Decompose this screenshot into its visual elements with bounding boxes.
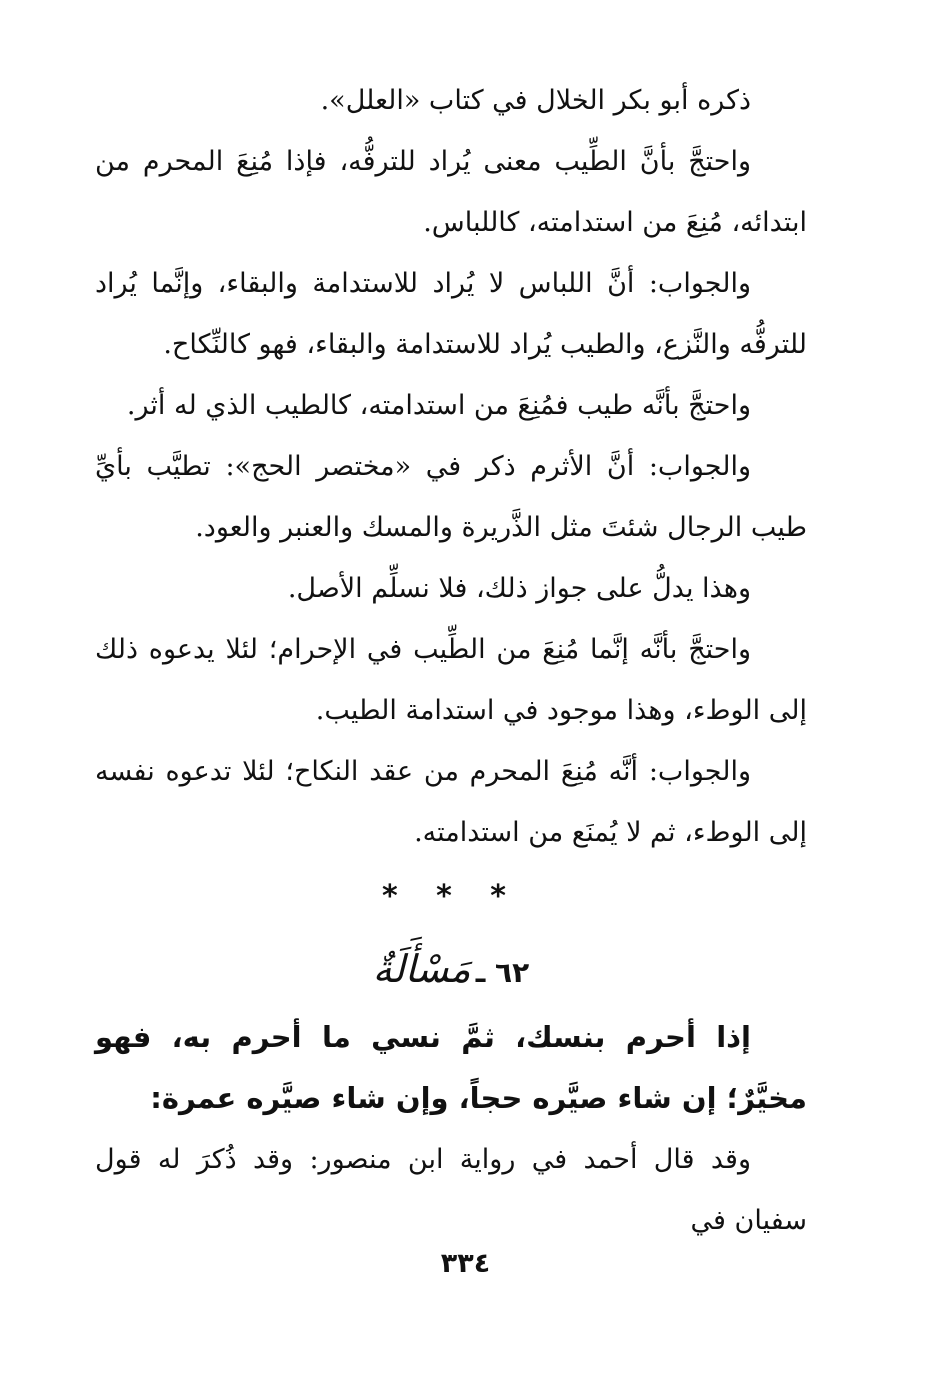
paragraph: واحتجَّ بأنَّه طيب فمُنِعَ من استدامته، كالطيب الذي له أثر. xyxy=(126,390,751,421)
section-separator: * * * xyxy=(382,879,520,914)
issue-number: ٦٢ ـ xyxy=(475,956,530,989)
paragraph: واحتجَّ بأنَّه إنَّما مُنِعَ من الطِّيب في الإحرام؛ لئلا يدعوه ذلك إلى الوطء، وهذا موجود في استدامة الطيب. xyxy=(95,634,807,726)
paragraph: وهذا يدلُّ على جواز ذلك، فلا نسلِّم الأصل. xyxy=(287,573,751,604)
paragraph: ذكره أبو بكر الخلال في كتاب «العلل». xyxy=(320,85,751,116)
issue-heading xyxy=(95,937,807,1001)
issue-title: مَسْأَلَةٌ xyxy=(372,947,471,991)
paragraph: والجواب: أنَّه مُنِعَ المحرم من عقد النكاح؛ لئلا تدعوه نفسه إلى الوطء، ثم لا يُمنَع من استدامته. xyxy=(95,756,807,848)
issue-statement: إذا أحرم بنسك، ثمَّ نسي ما أحرم به، فهو مخيَّرٌ؛ إن شاء صيَّره حجاً، وإن شاء صيَّره عمرة: xyxy=(95,1020,807,1115)
paragraph: وقد قال أحمد في رواية ابن منصور: وقد ذُكرَ له قول سفيان في xyxy=(95,1144,807,1236)
document-page xyxy=(95,70,807,1251)
paragraph: واحتجَّ بأنَّ الطِّيب معنى يُراد للترفُّه، فإذا مُنِعَ المحرم من ابتدائه، مُنِعَ من استدامته، كاللباس. xyxy=(95,146,807,238)
page-number: ٣٣٤ xyxy=(440,1248,491,1279)
paragraph: والجواب: أنَّ اللباس لا يُراد للاستدامة والبقاء، وإنَّما يُراد للترفُّه والنَّزع، والطيب يُراد للاستدامة والبقاء، فهو كالنِّكاح. xyxy=(95,268,807,360)
paragraph: والجواب: أنَّ الأثرم ذكر في «مختصر الحج»: تطيَّب بأيِّ طيب الرجال شئتَ مثل الذَّريرة والمسك والعنبر والعود. xyxy=(95,451,807,543)
